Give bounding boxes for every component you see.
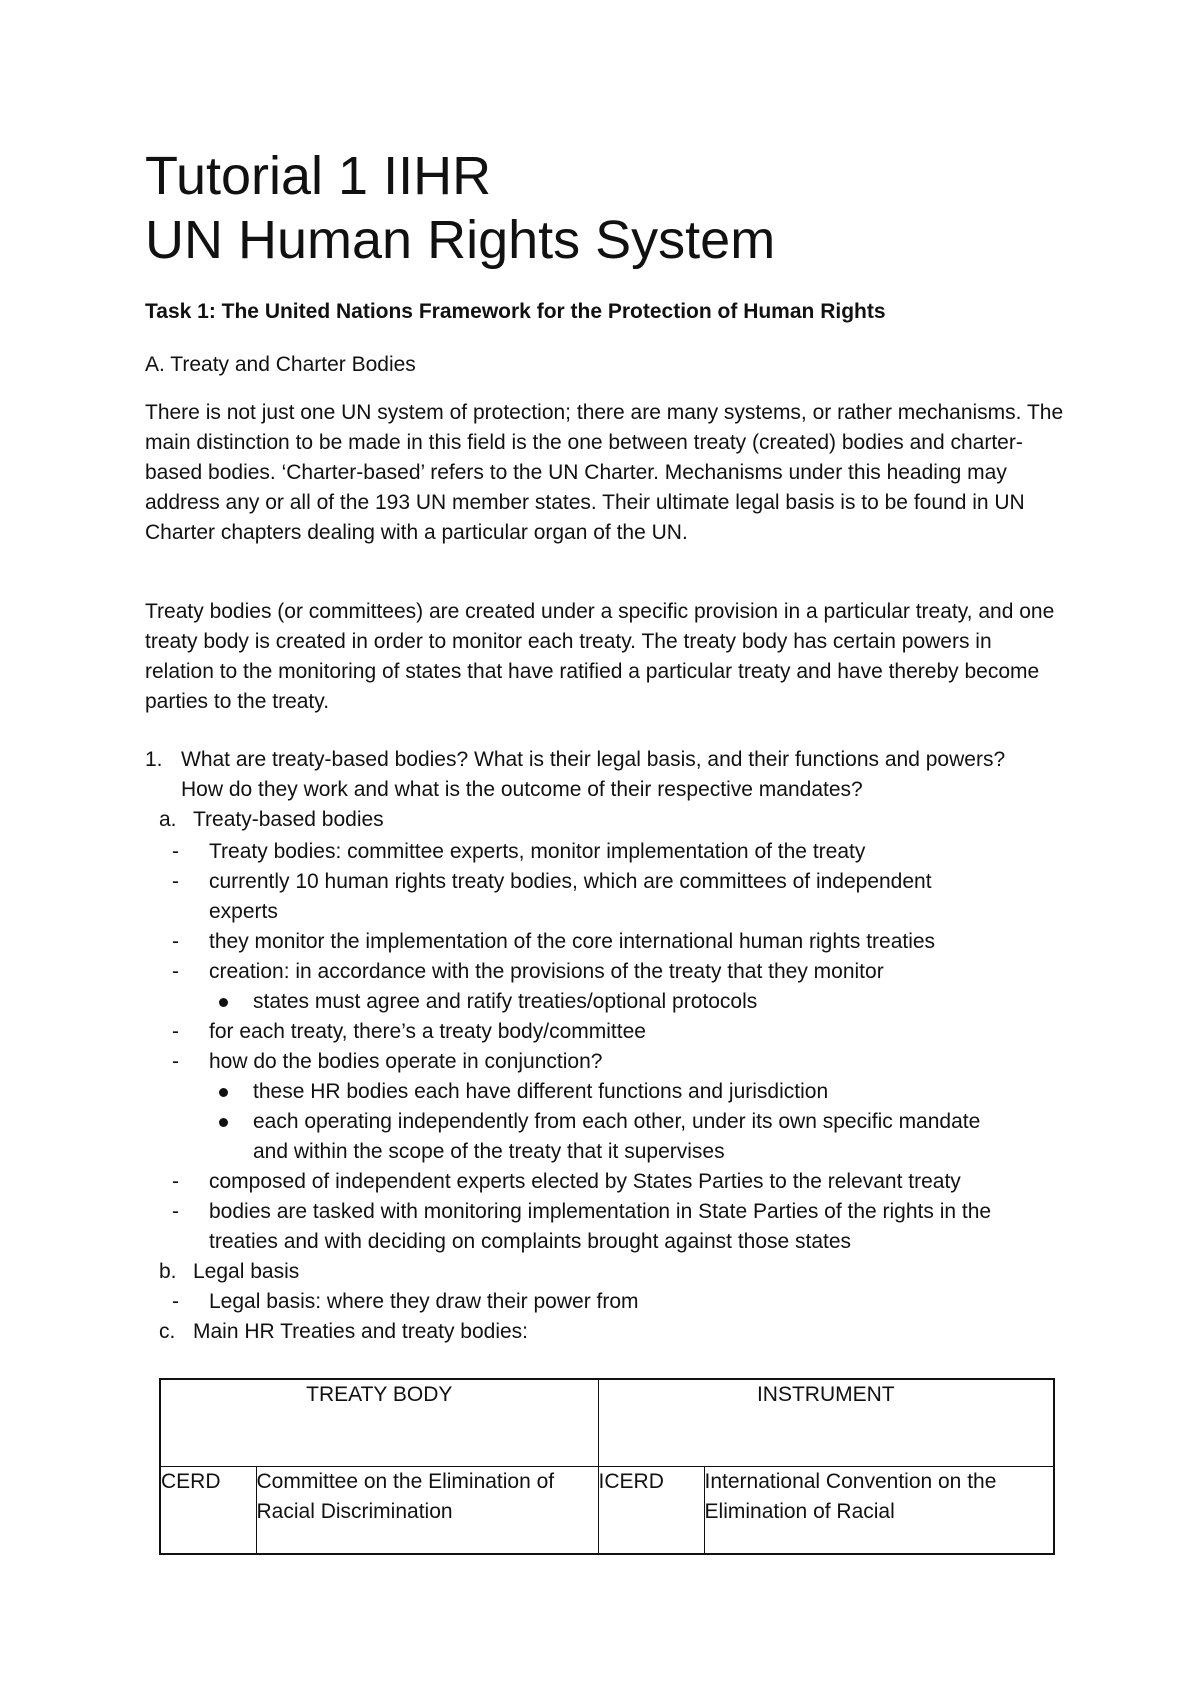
table-row	[160, 1467, 1054, 1555]
sub-b-heading: Legal basis	[193, 1260, 300, 1283]
paragraph-treaty-bodies: Treaty bodies (or committees) are created under a specific provision in a particular treaty, and one treaty body is created in order to monitor each treaty. The treaty body has certain powers in relation to the monitoring of states that have ratified a particular treaty and have thereby become parties to the treaty.	[145, 600, 1055, 713]
paragraph-charter-vs-treaty: There is not just one UN system of protection; there are many systems, or rather mechanisms. The main distinction to be made in this field is the one between treaty (created) bodies and charter-based bodies. ‘Charter-based’ refers to the UN Charter. Mechanisms under this heading may address any or all of the 193 UN member states. Their ultimate legal basis is to be found in UN Charter chapters dealing with a particular organ of the UN.	[145, 401, 1064, 544]
sub-list-item: states must agree and ratify treaties/optional protocols	[253, 990, 758, 1013]
list-item: currently 10 human rights treaty bodies, which are committees of independent	[209, 870, 932, 893]
question-1-line2: How do they work and what is the outcome of their respective mandates?	[181, 778, 863, 801]
list-item: they monitor the implementation of the core international human rights treaties	[209, 930, 936, 953]
table-header-row	[160, 1379, 1054, 1467]
list-item-continuation: experts	[209, 900, 278, 923]
dash-marker: -	[172, 1050, 179, 1073]
sub-list-item-continuation: and within the scope of the treaty that it supervises	[253, 1140, 725, 1163]
dash-marker: -	[172, 1170, 179, 1193]
bullet-dot	[219, 998, 228, 1007]
task-heading: Task 1: The United Nations Framework for the Protection of Human Rights	[145, 300, 886, 323]
sub-a-heading: Treaty-based bodies	[193, 808, 384, 831]
header-treaty-body: TREATY BODY	[160, 1379, 598, 1467]
list-item-continuation: treaties and with deciding on complaints brought against those states	[209, 1230, 852, 1253]
list-item: Treaty bodies: committee experts, monitor implementation of the treaty	[209, 840, 866, 863]
dash-marker: -	[172, 870, 179, 893]
dash-marker: -	[172, 930, 179, 953]
list-item: composed of independent experts elected by States Parties to the relevant treaty	[209, 1170, 961, 1193]
dash-marker: -	[172, 1200, 179, 1223]
dash-marker: -	[172, 960, 179, 983]
header-instrument: INSTRUMENT	[598, 1379, 1054, 1467]
document-title-line1: Tutorial 1 IIHR	[145, 146, 492, 206]
dash-marker: -	[172, 1020, 179, 1043]
question-1-line1: What are treaty-based bodies? What is their legal basis, and their functions and powers?	[181, 748, 1006, 771]
document-title-line2: UN Human Rights System	[145, 210, 776, 270]
cell-body-name: Committee on the Elimination of Racial Discrimination	[256, 1467, 598, 1555]
sub-c-heading: Main HR Treaties and treaty bodies:	[193, 1320, 528, 1343]
sub-list-item: each operating independently from each other, under its own specific mandate	[253, 1110, 981, 1133]
sub-list-item: these HR bodies each have different functions and jurisdiction	[253, 1080, 829, 1103]
sub-c-marker: c.	[159, 1320, 176, 1343]
dash-marker: -	[172, 1290, 179, 1313]
bullet-dot	[219, 1118, 228, 1127]
list-item: for each treaty, there’s a treaty body/committee	[209, 1020, 646, 1043]
sub-a-marker: a.	[159, 808, 177, 831]
dash-marker: -	[172, 840, 179, 863]
list-item: Legal basis: where they draw their power from	[209, 1290, 639, 1313]
sub-b-marker: b.	[159, 1260, 177, 1283]
list-item: how do the bodies operate in conjunction?	[209, 1050, 603, 1073]
cell-body-abbr: CERD	[160, 1467, 256, 1555]
bullet-dot	[219, 1088, 228, 1097]
list-item: creation: in accordance with the provisions of the treaty that they monitor	[209, 960, 884, 983]
cell-instrument-abbr: ICERD	[598, 1467, 704, 1555]
question-1-marker: 1.	[145, 748, 163, 771]
list-item: bodies are tasked with monitoring implementation in State Parties of the rights in the	[209, 1200, 992, 1223]
section-heading: A. Treaty and Charter Bodies	[145, 353, 416, 376]
cell-instrument-name: International Convention on the Elimination of Racial	[704, 1467, 1054, 1555]
treaty-bodies-table	[159, 1378, 1055, 1555]
